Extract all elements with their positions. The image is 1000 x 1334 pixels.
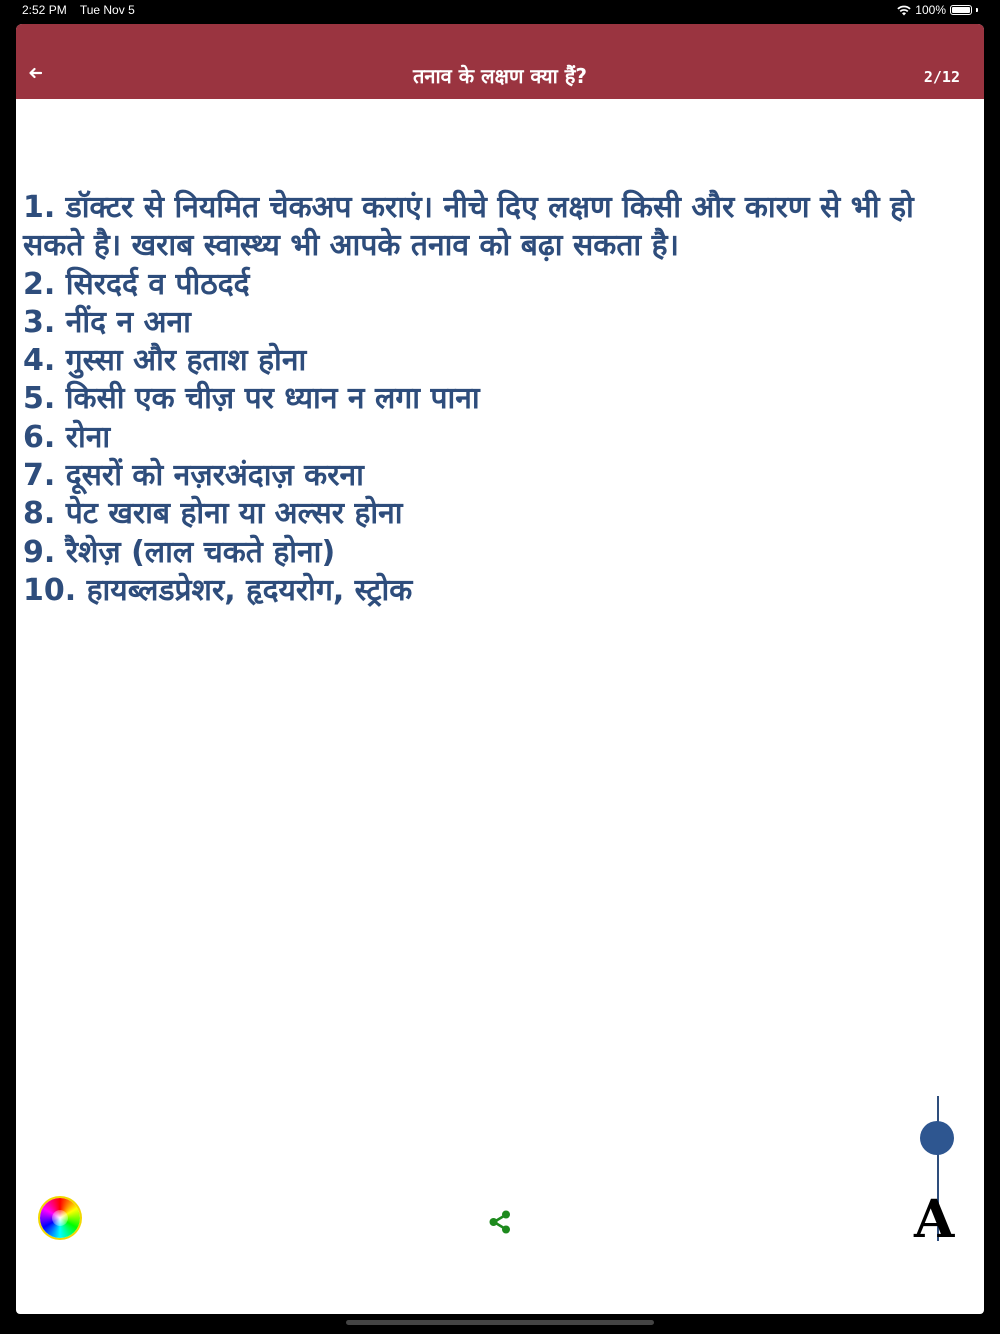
page-title: तनाव के लक्षण क्या हैं? — [412, 64, 588, 88]
list-item: 4. गुस्सा और हताश होना — [23, 343, 307, 379]
list-item: 10. हायब्लडप्रेशर, हृदयरोग, स्ट्रोक — [23, 572, 413, 608]
status-bar — [0, 0, 1000, 22]
font-size-icon[interactable]: A — [914, 1189, 955, 1250]
list-item: 5. किसी एक चीज़ पर ध्यान न लगा पाना — [23, 381, 480, 417]
home-indicator — [346, 1320, 654, 1325]
font-size-slider-thumb[interactable] — [920, 1121, 954, 1155]
share-button[interactable] — [487, 1209, 513, 1235]
list-item: 7. दूसरों को नज़रअंदाज़ करना — [23, 458, 364, 494]
list-item: 1. डॉक्टर से नियमित चेकअप कराएं। नीचे दिए लक्षण किसी और कारण से भी हो सकते है। खराब स्वास्थ्य भी आपके तनाव को बढ़ा सकता है। — [23, 190, 914, 264]
battery-tip — [976, 8, 978, 12]
share-icon — [487, 1209, 513, 1235]
list-item: 8. पेट खराब होना या अल्सर होना — [23, 496, 403, 532]
symptoms-list — [23, 189, 968, 610]
battery-percent: 100% — [915, 3, 946, 17]
list-item: 2. सिरदर्द व पीठदर्द — [23, 266, 250, 302]
app-window — [16, 24, 984, 1314]
header-bar — [16, 24, 984, 99]
status-date: Tue Nov 5 — [79, 3, 135, 17]
status-time: 2:52 PM — [22, 3, 67, 17]
list-item: 3. नींद न अना — [23, 304, 191, 340]
wifi-icon — [897, 5, 911, 16]
color-wheel-icon[interactable] — [40, 1198, 80, 1238]
page-counter: 2/12 — [923, 68, 960, 86]
list-item: 6. रोना — [23, 419, 111, 455]
battery-icon — [950, 5, 972, 15]
list-item: 9. रैशेज़ (लाल चकते होना) — [23, 534, 336, 570]
